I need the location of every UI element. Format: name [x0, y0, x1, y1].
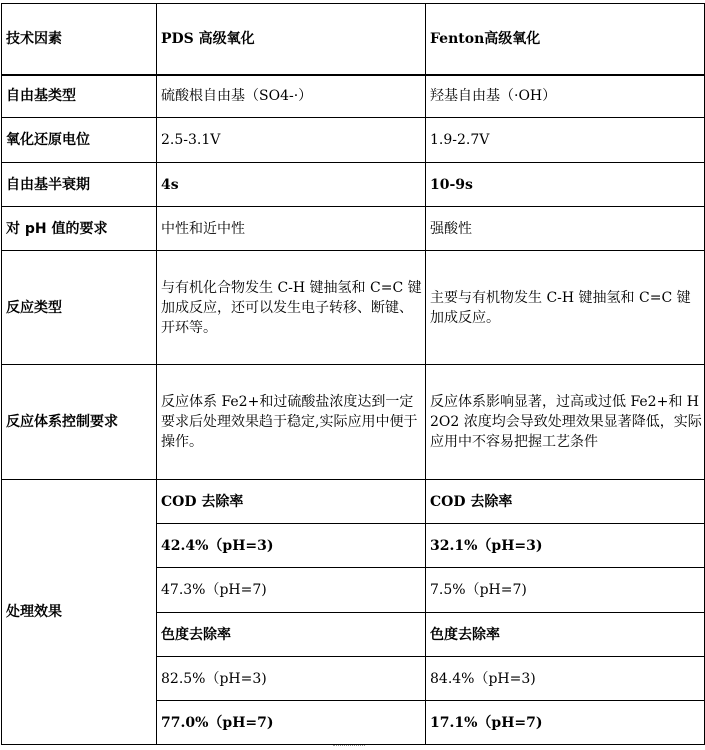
fenton-cell: 32.1%（pH=3) [426, 524, 705, 568]
table-row [2, 365, 705, 480]
fenton-cell: 7.5%（pH=7) [426, 568, 705, 613]
table-row [2, 207, 705, 251]
factor-cell: 反应类型 [2, 251, 157, 365]
fenton-cell: 1.9-2.7V [426, 118, 705, 163]
factor-cell: 对 pH 值的要求 [2, 207, 157, 251]
header-factor-cell: 技术因素 [2, 4, 157, 75]
pds-cell: 4s [157, 163, 426, 207]
fenton-cell: 羟基自由基（·OH） [426, 75, 705, 118]
header-pds-cell: PDS 高级氧化 [157, 4, 426, 75]
table-row [2, 75, 705, 118]
pds-cell: 反应体系 Fe2+和过硫酸盐浓度达到一定要求后处理效果趋于稳定,实际应用中便于操作。 [157, 365, 426, 480]
fenton-cell: 反应体系影响显著，过高或过低 Fe2+和 H2O2 浓度均会导致处理效果显著降低，实际应用中不容易把握工艺条件 [426, 365, 705, 480]
table-row [2, 118, 705, 163]
fenton-cell: 84.4%（pH=3) [426, 657, 705, 701]
header-fenton-cell: Fenton高级氧化 [426, 4, 705, 75]
pds-cell: 77.0%（pH=7) [157, 701, 426, 745]
factor-cell: 自由基半衰期 [2, 163, 157, 207]
fenton-cell: 色度去除率 [426, 613, 705, 657]
fenton-cell: 主要与有机物发生 C-H 键抽氢和 C=C 键加成反应。 [426, 251, 705, 365]
factor-cell: 处理效果 [2, 480, 157, 745]
fenton-cell: 10-9s [426, 163, 705, 207]
pds-cell: 2.5-3.1V [157, 118, 426, 163]
pds-cell: 82.5%（pH=3) [157, 657, 426, 701]
fenton-cell: 强酸性 [426, 207, 705, 251]
fenton-cell: 17.1%（pH=7) [426, 701, 705, 745]
page-edge-mark [333, 745, 365, 746]
pds-cell: 与有机化合物发生 C-H 键抽氢和 C=C 键加成反应，还可以发生电子转移、断键、开环等。 [157, 251, 426, 365]
pds-cell: 47.3%（pH=7) [157, 568, 426, 613]
factor-cell: 自由基类型 [2, 75, 157, 118]
pds-cell: COD 去除率 [157, 480, 426, 524]
factor-cell: 氧化还原电位 [2, 118, 157, 163]
table-row [2, 251, 705, 365]
fenton-cell: COD 去除率 [426, 480, 705, 524]
table-row [2, 480, 705, 524]
pds-cell: 42.4%（pH=3) [157, 524, 426, 568]
table-row [2, 163, 705, 207]
pds-cell: 硫酸根自由基（SO4-·） [157, 75, 426, 118]
comparison-table [1, 3, 705, 745]
pds-cell: 色度去除率 [157, 613, 426, 657]
factor-cell: 反应体系控制要求 [2, 365, 157, 480]
pds-cell: 中性和近中性 [157, 207, 426, 251]
header-row [2, 4, 705, 75]
